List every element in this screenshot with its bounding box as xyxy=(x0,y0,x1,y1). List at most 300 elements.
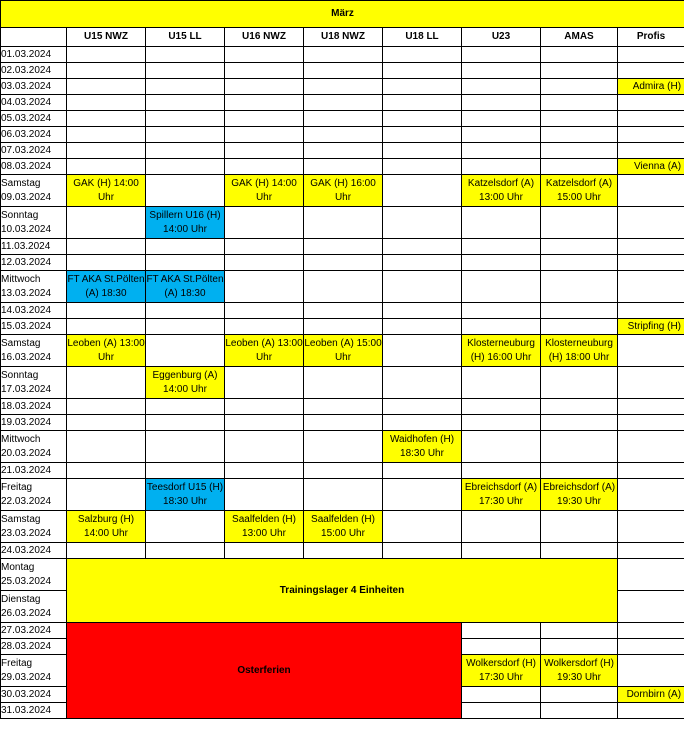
schedule-row xyxy=(1,399,684,415)
empty-cell xyxy=(462,255,541,271)
schedule-row xyxy=(1,143,684,159)
date-label: 19.03.2024 xyxy=(1,416,52,428)
empty-cell xyxy=(541,511,618,543)
match-cell: Vienna (A) xyxy=(618,159,684,175)
empty-cell xyxy=(67,159,146,175)
weekday-label: Freitag xyxy=(1,657,33,669)
empty-cell xyxy=(462,207,541,239)
schedule-row xyxy=(1,79,684,95)
empty-cell xyxy=(383,543,462,559)
empty-cell xyxy=(618,175,684,207)
match-cell: GAK (H) 14:00 Uhr xyxy=(225,175,304,207)
empty-cell xyxy=(146,319,225,335)
date-label: 02.03.2024 xyxy=(1,64,52,76)
date-label: 03.03.2024 xyxy=(1,80,52,92)
date-label: 18.03.2024 xyxy=(1,400,52,412)
date-cell xyxy=(1,95,67,111)
empty-cell xyxy=(618,143,684,159)
match-cell: Stripfing (H) xyxy=(618,319,684,335)
schedule-row xyxy=(1,303,684,319)
empty-cell xyxy=(541,159,618,175)
date-column-header xyxy=(1,28,67,47)
empty-cell xyxy=(304,159,383,175)
date-cell xyxy=(1,399,67,415)
empty-cell xyxy=(462,79,541,95)
date-label: 20.03.2024 xyxy=(1,447,52,459)
empty-cell xyxy=(541,127,618,143)
empty-cell xyxy=(462,271,541,303)
empty-cell xyxy=(618,335,684,367)
date-cell xyxy=(1,239,67,255)
match-cell: FT AKA St.Pölten (A) 18:30 xyxy=(146,271,225,303)
empty-cell xyxy=(225,127,304,143)
date-cell xyxy=(1,431,67,463)
weekday-label: Samstag xyxy=(1,337,41,349)
schedule-row xyxy=(1,255,684,271)
empty-cell xyxy=(618,399,684,415)
empty-cell xyxy=(304,239,383,255)
empty-cell xyxy=(618,431,684,463)
date-label: 04.03.2024 xyxy=(1,96,52,108)
schedule-row xyxy=(1,479,684,511)
empty-cell xyxy=(541,415,618,431)
column-header: U15 LL xyxy=(146,28,225,47)
schedule-row xyxy=(1,207,684,239)
empty-cell xyxy=(618,47,684,63)
holiday-block: Osterferien xyxy=(67,623,462,719)
empty-cell xyxy=(225,415,304,431)
date-cell xyxy=(1,703,67,719)
date-label: 14.03.2024 xyxy=(1,304,52,316)
empty-cell xyxy=(304,255,383,271)
empty-cell xyxy=(67,79,146,95)
date-label: 17.03.2024 xyxy=(1,383,52,395)
empty-cell xyxy=(541,239,618,255)
empty-cell xyxy=(618,543,684,559)
weekday-label: Mittwoch xyxy=(1,433,41,445)
empty-cell xyxy=(304,143,383,159)
date-cell xyxy=(1,655,67,687)
empty-cell xyxy=(618,479,684,511)
empty-cell xyxy=(383,143,462,159)
date-label: 16.03.2024 xyxy=(1,351,52,363)
empty-cell xyxy=(618,511,684,543)
empty-cell xyxy=(541,543,618,559)
match-cell: Salzburg (H) 14:00 Uhr xyxy=(67,511,146,543)
schedule-row xyxy=(1,111,684,127)
empty-cell xyxy=(462,63,541,79)
empty-cell xyxy=(146,63,225,79)
empty-cell xyxy=(541,95,618,111)
match-cell: Dornbirn (A) xyxy=(618,687,684,703)
empty-cell xyxy=(146,335,225,367)
empty-cell xyxy=(541,399,618,415)
empty-cell xyxy=(225,47,304,63)
empty-cell xyxy=(146,143,225,159)
empty-cell xyxy=(67,431,146,463)
empty-cell xyxy=(67,367,146,399)
date-label: 12.03.2024 xyxy=(1,256,52,268)
schedule-body xyxy=(1,47,684,719)
date-cell xyxy=(1,159,67,175)
schedule-row xyxy=(1,95,684,111)
empty-cell xyxy=(618,367,684,399)
date-cell xyxy=(1,463,67,479)
empty-cell xyxy=(462,463,541,479)
empty-cell xyxy=(383,207,462,239)
empty-cell xyxy=(462,511,541,543)
empty-cell xyxy=(462,47,541,63)
match-cell: Ebreichsdorf (A) 19:30 Uhr xyxy=(541,479,618,511)
empty-cell xyxy=(462,639,541,655)
date-cell xyxy=(1,63,67,79)
empty-cell xyxy=(304,367,383,399)
empty-cell xyxy=(383,303,462,319)
date-cell xyxy=(1,319,67,335)
empty-cell xyxy=(618,623,684,639)
empty-cell xyxy=(304,399,383,415)
schedule-row xyxy=(1,623,684,639)
empty-cell xyxy=(67,239,146,255)
empty-cell xyxy=(383,239,462,255)
empty-cell xyxy=(225,207,304,239)
empty-cell xyxy=(304,63,383,79)
empty-cell xyxy=(383,479,462,511)
empty-cell xyxy=(67,95,146,111)
date-label: 21.03.2024 xyxy=(1,464,52,476)
empty-cell xyxy=(146,175,225,207)
match-cell: Wolkersdorf (H) 17:30 Uhr xyxy=(462,655,541,687)
date-cell xyxy=(1,687,67,703)
empty-cell xyxy=(618,655,684,687)
match-cell: Spillern U16 (H) 14:00 Uhr xyxy=(146,207,225,239)
empty-cell xyxy=(304,127,383,143)
empty-cell xyxy=(383,319,462,335)
schedule-row xyxy=(1,559,684,591)
weekday-label: Sonntag xyxy=(1,209,39,221)
empty-cell xyxy=(225,255,304,271)
date-cell xyxy=(1,415,67,431)
empty-cell xyxy=(304,415,383,431)
empty-cell xyxy=(462,431,541,463)
schedule-row xyxy=(1,271,684,303)
date-label: 11.03.2024 xyxy=(1,240,51,252)
empty-cell xyxy=(304,207,383,239)
date-cell xyxy=(1,47,67,63)
empty-cell xyxy=(541,639,618,655)
empty-cell xyxy=(541,623,618,639)
empty-cell xyxy=(383,63,462,79)
empty-cell xyxy=(541,319,618,335)
empty-cell xyxy=(146,463,225,479)
weekday-label: Sonntag xyxy=(1,369,39,381)
schedule-row xyxy=(1,511,684,543)
date-label: 01.03.2024 xyxy=(1,48,52,60)
date-cell xyxy=(1,335,67,367)
date-cell xyxy=(1,639,67,655)
column-header-row xyxy=(1,28,684,47)
empty-cell xyxy=(225,271,304,303)
empty-cell xyxy=(541,255,618,271)
empty-cell xyxy=(67,415,146,431)
empty-cell xyxy=(304,463,383,479)
date-label: 13.03.2024 xyxy=(1,287,52,299)
empty-cell xyxy=(618,127,684,143)
empty-cell xyxy=(67,255,146,271)
empty-cell xyxy=(225,143,304,159)
empty-cell xyxy=(618,255,684,271)
empty-cell xyxy=(225,111,304,127)
empty-cell xyxy=(541,207,618,239)
empty-cell xyxy=(146,543,225,559)
empty-cell xyxy=(541,111,618,127)
match-cell: Ebreichsdorf (A) 17:30 Uhr xyxy=(462,479,541,511)
empty-cell xyxy=(618,703,684,719)
schedule-row xyxy=(1,463,684,479)
schedule-row xyxy=(1,63,684,79)
date-cell xyxy=(1,143,67,159)
empty-cell xyxy=(541,47,618,63)
column-header: U18 LL xyxy=(383,28,462,47)
empty-cell xyxy=(462,95,541,111)
date-cell xyxy=(1,367,67,399)
empty-cell xyxy=(618,639,684,655)
empty-cell xyxy=(462,399,541,415)
empty-cell xyxy=(462,415,541,431)
empty-cell xyxy=(146,111,225,127)
empty-cell xyxy=(541,63,618,79)
schedule-row xyxy=(1,47,684,63)
empty-cell xyxy=(146,159,225,175)
date-label: 06.03.2024 xyxy=(1,128,52,140)
empty-cell xyxy=(541,79,618,95)
empty-cell xyxy=(67,303,146,319)
empty-cell xyxy=(383,159,462,175)
date-label: 31.03.2024 xyxy=(1,704,52,716)
date-cell xyxy=(1,255,67,271)
empty-cell xyxy=(67,399,146,415)
match-cell: Admira (H) xyxy=(618,79,684,95)
empty-cell xyxy=(541,703,618,719)
date-label: 10.03.2024 xyxy=(1,223,52,235)
match-cell: Teesdorf U15 (H) 18:30 Uhr xyxy=(146,479,225,511)
schedule-row xyxy=(1,431,684,463)
empty-cell xyxy=(304,543,383,559)
schedule-row xyxy=(1,175,684,207)
empty-cell xyxy=(618,591,684,623)
weekday-label: Mittwoch xyxy=(1,273,41,285)
empty-cell xyxy=(618,271,684,303)
empty-cell xyxy=(67,543,146,559)
date-label: 05.03.2024 xyxy=(1,112,52,124)
empty-cell xyxy=(304,271,383,303)
empty-cell xyxy=(462,127,541,143)
empty-cell xyxy=(383,511,462,543)
date-label: 24.03.2024 xyxy=(1,544,52,556)
date-label: 22.03.2024 xyxy=(1,495,52,507)
match-cell: Eggenburg (A) 14:00 Uhr xyxy=(146,367,225,399)
empty-cell xyxy=(225,159,304,175)
empty-cell xyxy=(67,207,146,239)
date-cell xyxy=(1,111,67,127)
match-cell: Katzelsdorf (A) 15:00 Uhr xyxy=(541,175,618,207)
empty-cell xyxy=(618,559,684,591)
empty-cell xyxy=(304,319,383,335)
match-cell: Saalfelden (H) 15:00 Uhr xyxy=(304,511,383,543)
empty-cell xyxy=(146,255,225,271)
empty-cell xyxy=(541,143,618,159)
date-label: 09.03.2024 xyxy=(1,191,52,203)
empty-cell xyxy=(462,319,541,335)
column-header: U23 xyxy=(462,28,541,47)
match-cell: GAK (H) 16:00 Uhr xyxy=(304,175,383,207)
empty-cell xyxy=(225,319,304,335)
weekday-label: Samstag xyxy=(1,513,41,525)
empty-cell xyxy=(618,63,684,79)
date-label: 23.03.2024 xyxy=(1,527,52,539)
empty-cell xyxy=(618,415,684,431)
match-cell: Waidhofen (H) 18:30 Uhr xyxy=(383,431,462,463)
empty-cell xyxy=(304,79,383,95)
empty-cell xyxy=(67,127,146,143)
empty-cell xyxy=(383,399,462,415)
match-cell: Klosterneuburg (H) 18:00 Uhr xyxy=(541,335,618,367)
empty-cell xyxy=(146,303,225,319)
schedule-row xyxy=(1,159,684,175)
empty-cell xyxy=(146,399,225,415)
month-title: März xyxy=(1,1,684,28)
date-cell xyxy=(1,623,67,639)
match-cell: Saalfelden (H) 13:00 Uhr xyxy=(225,511,304,543)
empty-cell xyxy=(146,127,225,143)
empty-cell xyxy=(462,239,541,255)
match-cell: Klosterneuburg (H) 16:00 Uhr xyxy=(462,335,541,367)
empty-cell xyxy=(225,79,304,95)
empty-cell xyxy=(462,143,541,159)
match-cell: Wolkersdorf (H) 19:30 Uhr xyxy=(541,655,618,687)
empty-cell xyxy=(618,207,684,239)
empty-cell xyxy=(304,47,383,63)
empty-cell xyxy=(67,319,146,335)
schedule-row xyxy=(1,367,684,399)
empty-cell xyxy=(383,415,462,431)
empty-cell xyxy=(67,143,146,159)
weekday-label: Dienstag xyxy=(1,593,41,605)
empty-cell xyxy=(462,543,541,559)
empty-cell xyxy=(618,111,684,127)
schedule-row xyxy=(1,319,684,335)
schedule-row xyxy=(1,543,684,559)
empty-cell xyxy=(383,335,462,367)
match-cell: Leoben (A) 13:00 Uhr xyxy=(225,335,304,367)
empty-cell xyxy=(67,479,146,511)
empty-cell xyxy=(462,111,541,127)
date-label: 27.03.2024 xyxy=(1,624,52,636)
empty-cell xyxy=(383,47,462,63)
empty-cell xyxy=(618,463,684,479)
date-label: 15.03.2024 xyxy=(1,320,52,332)
empty-cell xyxy=(304,431,383,463)
column-header: U18 NWZ xyxy=(304,28,383,47)
column-header: Profis xyxy=(618,28,684,47)
schedule-row xyxy=(1,127,684,143)
column-header: U15 NWZ xyxy=(67,28,146,47)
date-label: 25.03.2024 xyxy=(1,575,52,587)
weekday-label: Freitag xyxy=(1,481,33,493)
empty-cell xyxy=(618,303,684,319)
empty-cell xyxy=(146,511,225,543)
match-cell: GAK (H) 14:00 Uhr xyxy=(67,175,146,207)
date-label: 07.03.2024 xyxy=(1,144,52,156)
empty-cell xyxy=(67,463,146,479)
empty-cell xyxy=(225,303,304,319)
empty-cell xyxy=(146,47,225,63)
empty-cell xyxy=(225,463,304,479)
date-label: 29.03.2024 xyxy=(1,671,52,683)
empty-cell xyxy=(225,399,304,415)
empty-cell xyxy=(225,63,304,79)
match-cell: FT AKA St.Pölten (A) 18:30 xyxy=(67,271,146,303)
empty-cell xyxy=(462,623,541,639)
empty-cell xyxy=(146,79,225,95)
date-cell xyxy=(1,591,67,623)
date-cell xyxy=(1,479,67,511)
empty-cell xyxy=(383,175,462,207)
date-cell xyxy=(1,271,67,303)
date-cell xyxy=(1,79,67,95)
empty-cell xyxy=(383,463,462,479)
empty-cell xyxy=(462,159,541,175)
empty-cell xyxy=(225,543,304,559)
empty-cell xyxy=(225,367,304,399)
match-cell: Leoben (A) 13:00 Uhr xyxy=(67,335,146,367)
date-label: 26.03.2024 xyxy=(1,607,52,619)
empty-cell xyxy=(146,95,225,111)
date-label: 30.03.2024 xyxy=(1,688,52,700)
match-cell: Katzelsdorf (A) 13:00 Uhr xyxy=(462,175,541,207)
empty-cell xyxy=(67,47,146,63)
empty-cell xyxy=(541,687,618,703)
empty-cell xyxy=(146,431,225,463)
empty-cell xyxy=(225,239,304,255)
date-cell xyxy=(1,511,67,543)
date-label: 28.03.2024 xyxy=(1,640,52,652)
date-label: 08.03.2024 xyxy=(1,160,52,172)
empty-cell xyxy=(146,415,225,431)
empty-cell xyxy=(304,303,383,319)
empty-cell xyxy=(225,479,304,511)
weekday-label: Samstag xyxy=(1,177,41,189)
date-cell xyxy=(1,303,67,319)
empty-cell xyxy=(225,95,304,111)
empty-cell xyxy=(462,687,541,703)
date-cell xyxy=(1,543,67,559)
empty-cell xyxy=(304,479,383,511)
empty-cell xyxy=(541,303,618,319)
match-cell: Leoben (A) 15:00 Uhr xyxy=(304,335,383,367)
empty-cell xyxy=(618,239,684,255)
empty-cell xyxy=(304,95,383,111)
empty-cell xyxy=(383,111,462,127)
empty-cell xyxy=(225,431,304,463)
empty-cell xyxy=(541,431,618,463)
empty-cell xyxy=(618,95,684,111)
empty-cell xyxy=(383,95,462,111)
empty-cell xyxy=(383,127,462,143)
empty-cell xyxy=(462,367,541,399)
empty-cell xyxy=(67,63,146,79)
empty-cell xyxy=(383,367,462,399)
